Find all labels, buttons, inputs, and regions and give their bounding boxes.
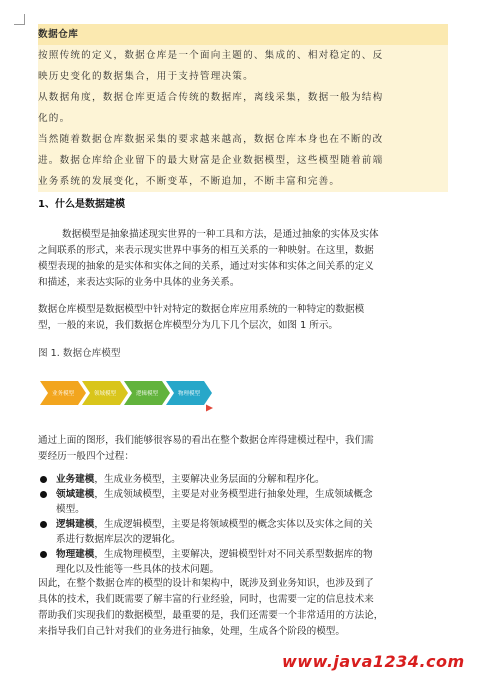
model-flow-diagram (38, 373, 218, 419)
chevron-step-4 (166, 381, 212, 405)
bullet-icon (40, 491, 47, 498)
arrow-head-icon (206, 405, 213, 412)
bullet-term: 领域建模 (56, 489, 95, 500)
intro-line: 当然随着数据仓库数据采集的要求越来越高，数据仓库本身也在不断的改 (38, 129, 448, 150)
list-item (38, 517, 458, 547)
paragraph-line: 通过上面的图形，我们能够很容易的看出在整个数据仓库得建模过程中，我们需 (38, 435, 374, 446)
section-title: 数据仓库 (38, 24, 448, 45)
step-label: 物理模型 (177, 391, 201, 397)
bullet-term: 业务建模 (56, 474, 95, 485)
intro-line: 映历史变化的数据集合，用于支持管理决策。 (38, 66, 448, 87)
bullet-text: ，生成逻辑模型，主要是将领域模型的概念实体以及实体之间的关 (94, 519, 373, 530)
list-item (38, 547, 458, 577)
bullet-icon (40, 521, 47, 528)
bullet-icon (40, 476, 47, 483)
intro-line: 进。数据仓库给企业留下的最大财富是企业数据模型，这些模型随着前端 (38, 150, 448, 171)
paragraph-line: 和描述，来表达实际的业务中具体的业务关系。 (38, 277, 240, 288)
paragraph-line: 模型表现的抽象的是实体和实体之间的关系，通过对实体和实体之间关系的定义 (38, 261, 374, 272)
intro-line: 化的。 (38, 108, 448, 129)
intro-line: 业务系统的发展变化，不断变革，不断追加，不断丰富和完善。 (38, 171, 448, 192)
step-label: 业务模型 (51, 391, 75, 397)
chevron-step-2 (82, 381, 128, 405)
chevron-step-3 (124, 381, 170, 405)
bullet-continuation: 理化以及性能等一些具体的技术问题。 (56, 564, 220, 575)
bullet-term: 逻辑建模 (56, 519, 95, 530)
step-label: 逻辑模型 (135, 391, 159, 397)
bullet-text: ，生成物理模型，主要解决，逻辑模型针对不同关系型数据库的物 (94, 549, 373, 560)
page-corner-mark (14, 14, 25, 25)
bullet-term: 物理建模 (56, 549, 95, 560)
bullet-continuation: 模型。 (56, 504, 85, 515)
bullet-list (38, 472, 458, 577)
section-heading: 1、什么是数据建模 (38, 199, 125, 210)
paragraph-line: 要经历一般四个过程： (38, 451, 134, 462)
paragraph-line: 之间联系的形式，来表示现实世界中事务的相互关系的一种映射。在这里，数据 (38, 245, 374, 256)
paragraph-line: 因此，在整个数据仓库的模型的设计和架构中，既涉及到业务知识，也涉及到了 (38, 578, 374, 589)
watermark-text: www.java1234.com (282, 652, 465, 671)
intro-line: 从数据角度，数据仓库更适合传统的数据库，离线采集，数据一般为结构 (38, 87, 448, 108)
bullet-text: ，生成业务模型，主要解决业务层面的分解和程序化。 (94, 474, 325, 485)
paragraph-line: 来指导我们自己针对我们的业务进行抽象，处理，生成各个阶段的模型。 (38, 626, 345, 637)
paragraph-line: 具体的技术，我们既需要了解丰富的行业经验，同时，也需要一定的信息技术来 (38, 594, 374, 605)
paragraph-line: 型，一般的来说，我们数据仓库模型分为几下几个层次，如图 1 所示。 (38, 320, 339, 331)
list-item (38, 472, 458, 487)
intro-line: 按照传统的定义，数据仓库是一个面向主题的、集成的、相对稳定的、反 (38, 45, 448, 66)
figure-caption: 图 1. 数据仓库模型 (38, 348, 121, 359)
paragraph-line: 帮助我们实现我们的数据模型，最重要的是，我们还需要一个非常适用的方法论， (38, 610, 384, 621)
bullet-text: ，生成领域模型，主要是对业务模型进行抽象处理，生成领域概念 (94, 489, 373, 500)
bullet-continuation: 系进行数据库层次的逻辑化。 (56, 534, 181, 545)
step-label: 领域模型 (93, 391, 117, 397)
paragraph-line: 数据模型是抽象描述现实世界的一种工具和方法，是通过抽象的实体及实体 (62, 229, 379, 240)
bullet-icon (40, 551, 47, 558)
paragraph-line: 数据仓库模型是数据模型中针对特定的数据仓库应用系统的一种特定的数据模 (38, 304, 365, 315)
list-item (38, 487, 458, 517)
chevron-step-1 (40, 381, 86, 405)
